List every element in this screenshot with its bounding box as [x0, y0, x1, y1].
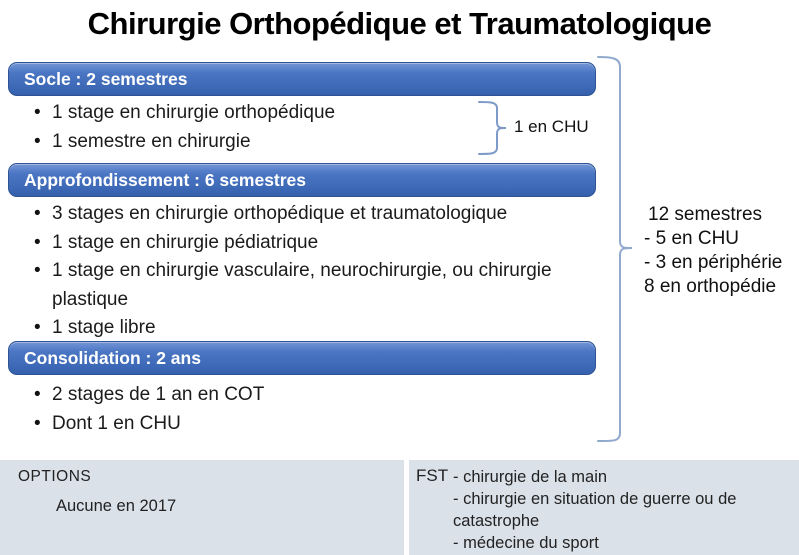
- bullet-icon: •: [34, 130, 41, 152]
- bullet-text: 1 stage en chirurgie vasculaire, neurochirurgie, ou chirurgie plastique: [52, 260, 552, 310]
- socle-brace-icon: [476, 98, 518, 160]
- bullet-icon: •: [34, 260, 41, 281]
- total-line: - 5 en CHU: [644, 228, 740, 249]
- list-item: [34, 257, 577, 314]
- socle-brace-label: 1 en CHU: [514, 117, 589, 136]
- total-line: 12 semestres: [648, 204, 763, 225]
- list-item: [34, 99, 335, 128]
- bullet-icon: •: [34, 203, 41, 224]
- bullet-icon: •: [34, 412, 41, 434]
- section-header-approfondissement: Approfondissement : 6 semestres: [8, 163, 596, 197]
- approfondissement-bullet-list: [34, 200, 577, 343]
- fst-item-list: [453, 466, 765, 554]
- bullet-text: 1 stage libre: [52, 317, 156, 338]
- socle-bullet-list: [34, 99, 335, 156]
- fst-item: - médecine du sport: [453, 534, 599, 552]
- total-line: - 3 en périphérie: [644, 252, 783, 273]
- page-title: Chirurgie Orthopédique et Traumatologique: [87, 6, 712, 41]
- total-summary: [644, 203, 782, 299]
- section-header-socle: Socle : 2 semestres: [8, 62, 596, 96]
- list-item: [34, 410, 264, 439]
- total-brace-icon: [592, 53, 642, 447]
- options-label: OPTIONS: [18, 468, 92, 485]
- bullet-text: 1 stage en chirurgie orthopédique: [52, 102, 336, 123]
- fst-panel: [409, 460, 799, 555]
- options-value: Aucune en 2017: [56, 497, 177, 515]
- bullet-text: 1 stage en chirurgie pédiatrique: [52, 231, 319, 253]
- consolidation-bullet-list: [34, 381, 264, 438]
- fst-label: FST: [416, 466, 449, 485]
- options-panel: [0, 460, 404, 555]
- bullet-text: 2 stages de 1 an en COT: [52, 384, 265, 405]
- fst-item: - chirurgie en situation de guerre ou de catastrophe: [453, 490, 737, 530]
- list-item: [34, 229, 577, 258]
- list-item: [34, 314, 577, 343]
- list-item: [34, 128, 335, 157]
- fst-item: - chirurgie de la main: [453, 468, 608, 486]
- bullet-icon: •: [34, 231, 41, 253]
- section-header-consolidation: Consolidation : 2 ans: [8, 341, 596, 375]
- bullet-text: 3 stages en chirurgie orthopédique et traumatologique: [52, 203, 508, 224]
- list-item: [34, 200, 577, 229]
- bullet-text: Dont 1 en CHU: [52, 412, 181, 434]
- bullet-icon: •: [34, 317, 41, 338]
- bullet-icon: •: [34, 102, 41, 123]
- bullet-icon: •: [34, 384, 41, 405]
- list-item: [34, 381, 264, 410]
- total-line: 8 en orthopédie: [644, 276, 777, 297]
- bullet-text: 1 semestre en chirurgie: [52, 130, 251, 152]
